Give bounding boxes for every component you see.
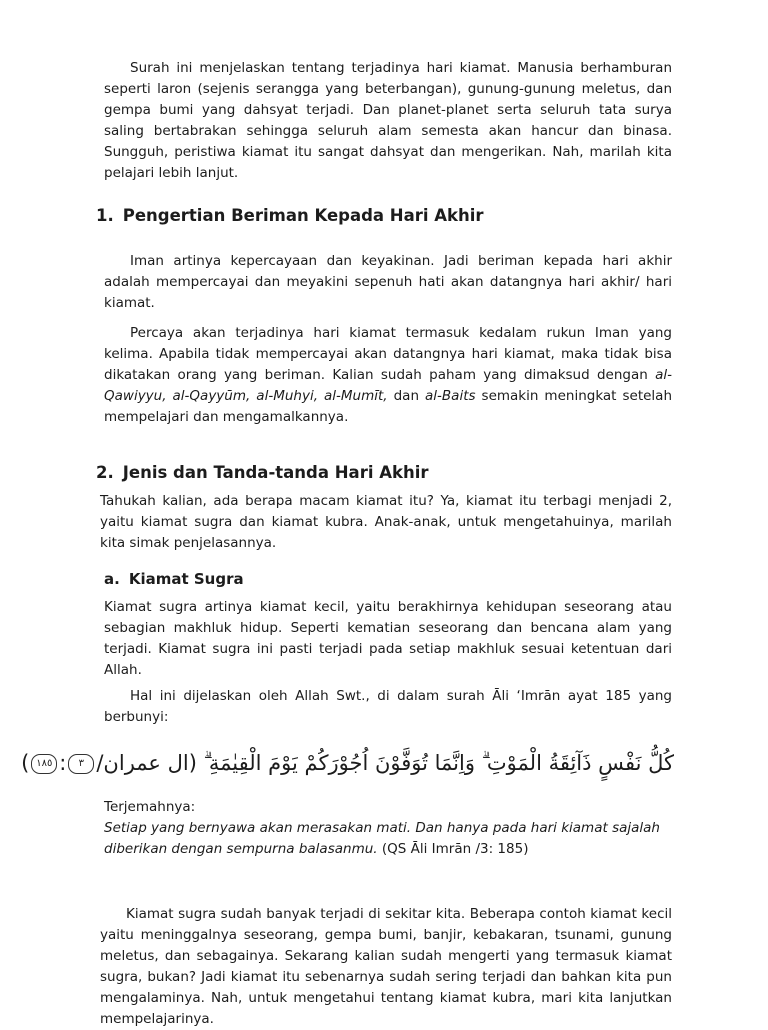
section-2-heading (96, 462, 429, 484)
ayat-number-medallion: ١٨٥ (31, 754, 57, 774)
verse-citation: (QS Āli Imrān /3: 185) (381, 841, 529, 857)
para-text: dan (387, 388, 426, 404)
para-text: Percaya akan terjadinya hari kiamat termasuk kedalam rukun Iman yang kelima. Apabila tidak mempercayai akan datangnya hari kiamat, maka tidak bisa dikatakan orang yang beriman. Kalian sudah paham yang dimaksud dengan (104, 325, 672, 383)
closing-paragraph: Kiamat sugra sudah banyak terjadi di sekitar kita. Beberapa contoh kiamat kecil yaitu meninggalnya seseorang, gempa bumi, banjir, kebakaran, tsunami, gunung meletus, dan sebagainya. Sekarang kalian sudah mengerti yang termasuk kiamat sugra, bukan? Jadi kiamat itu sebenarnya sudah sering terjadi dan bahkan kita pun mengalaminya. Nah, untuk mengetahui tentang kiamat kubra, mari kita lanjutkan mempelajarinya. (100, 906, 672, 1027)
verse-reference (21, 751, 197, 775)
section-1-paragraph-2 (104, 323, 672, 428)
verse-ref-separator: : (59, 751, 67, 775)
intro-paragraph: Surah ini menjelaskan tentang terjadinya hari kiamat. Manusia berhamburan seperti laron (sejenis serangga yang beterbangan), gunung-gunung meletus, dan gempa bumi yang dahsyat terjadi. Dan planet-planet serta seluruh tata surya saling bertabrakan sehingga seluruh alam semesta akan hancur dan binasa. Sungguh, peristiwa kiamat itu sangat dahsyat dan mengerikan. Nah, marilah kita pelajari lebih lanjut. (104, 60, 672, 181)
section-1-heading (96, 205, 484, 227)
section-2-number: 2. (96, 463, 114, 482)
verse-ref-close: ) (21, 751, 30, 775)
subsection-a-paragraph-2: Hal ini dijelaskan oleh Allah Swt., di dalam surah Āli ‘Imrān ayat 185 yang berbunyi: (104, 688, 672, 725)
asmaul-husna-terms: al-Qawiyyu, al-Qayyūm, al-Muhyi, al-Mumīt, (104, 367, 672, 404)
section-1-number: 1. (96, 206, 114, 225)
surah-number-medallion: ٣ (68, 754, 94, 774)
verse-arabic-text: كُلُّ نَفْسٍ ذَآئِقَةُ الْمَوْتِ ۗ وَاِنَّمَا تُوَفَّوْنَ اُجُوْرَكُمْ يَوْمَ الْقِيٰمَةِ ۗ (203, 751, 674, 775)
subsection-a-title: Kiamat Sugra (128, 570, 244, 588)
subsection-a-letter: a. (104, 570, 120, 588)
subsection-a-heading (104, 569, 244, 589)
subsection-a-paragraph-1: Kiamat sugra artinya kiamat kecil, yaitu berakhirnya kehidupan seseorang atau sebagian makhluk hidup. Seperti kematian seseorang dan bencana alam yang terjadi. Kiamat sugra ini pasti terjadi pada setiap makhluk sesuai ketentuan dari Allah. (104, 599, 672, 678)
section-2-intro: Tahukah kalian, ada berapa macam kiamat itu? Ya, kiamat itu terbagi menjadi 2, yaitu kiamat sugra dan kiamat kubra. Anak-anak, untuk mengetahuinya, marilah kita simak penjelasannya. (100, 493, 672, 551)
section-1-title: Pengertian Beriman Kepada Hari Akhir (122, 206, 484, 225)
translation-text: Setiap yang bernyawa akan merasakan mati. Dan hanya pada hari kiamat sajalah diberikan dengan sempurna balasanmu. (104, 820, 660, 857)
section-1-paragraph-1: Iman artinya kepercayaan dan keyakinan. Jadi beriman kepada hari akhir adalah mempercayai dan meyakini sepenuh hati akan datangnya hari akhir/ hari kiamat. (104, 253, 672, 311)
section-2-title: Jenis dan Tanda-tanda Hari Akhir (122, 463, 429, 482)
verse-translation (104, 818, 672, 860)
translation-label: Terjemahnya: (104, 799, 196, 815)
quran-verse (21, 743, 674, 783)
para-text: semakin meningkat setelah mempelajari dan mengamalkannya. (104, 388, 672, 425)
verse-ref-open: (ال عمران/ (96, 751, 197, 775)
asmaul-husna-term: al-Baits (425, 388, 476, 404)
